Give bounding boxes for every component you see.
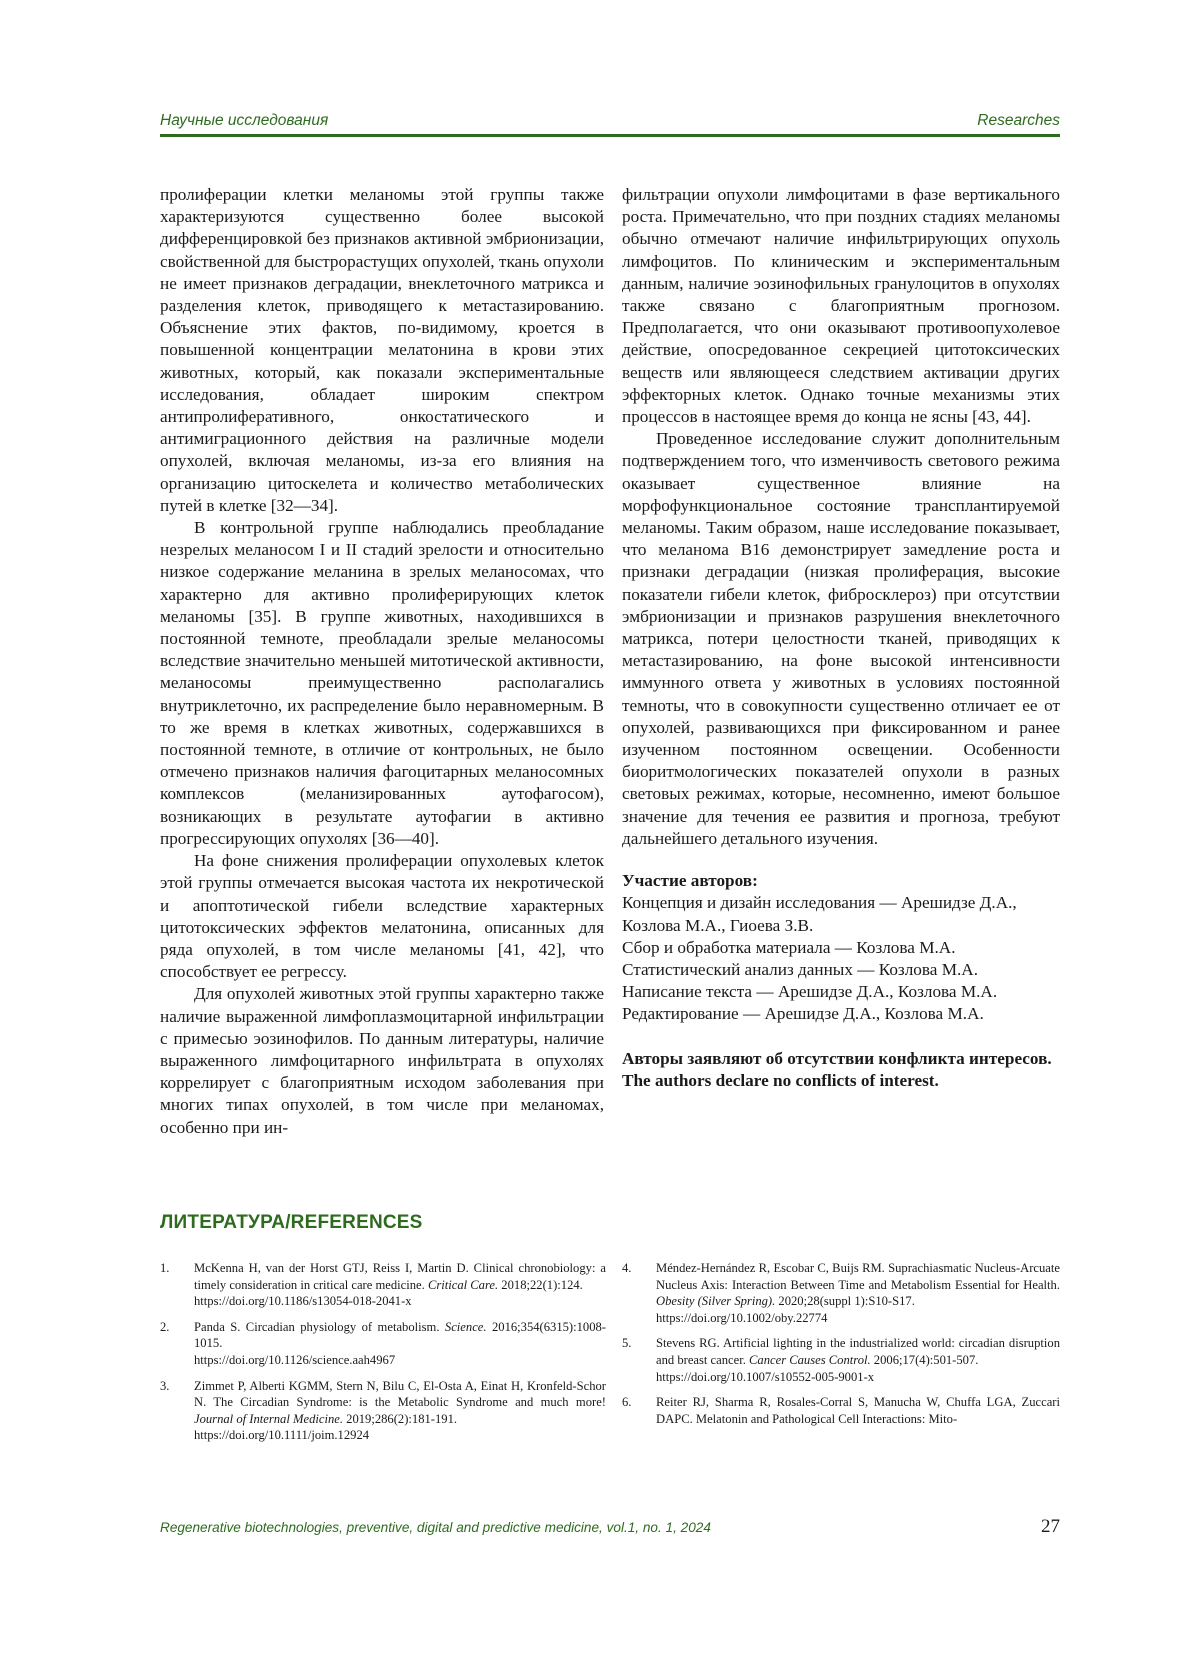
reference-number: 5.: [622, 1336, 632, 1351]
page-footer: [160, 1516, 1060, 1544]
body-paragraph: пролиферации клетки меланомы этой группы также характеризуются существенно более высокой дифференцировкой без признаков активной эмбрионизации, свойственной для быстрорастущих опухолей, ткань опухоли не имеет признаков деградации, внеклеточного матрикса и разделения клеток, приводящего к метастазированию. Объяснение этих фактов, по-видимому, кроется в повышенной концентрации мелатонина в крови этих животных, который, как показали экспериментальные исследования, обладает широким спектром антипролиферативного, онкостатического и антимиграционного действия на различные модели опухолей, включая меланомы, из-за его влияния на организацию цитоскелета и количество метаболических путей в клетке [32—34].: [160, 185, 604, 515]
conflict-en: The authors declare no conflicts of interest.: [622, 1070, 939, 1090]
references-heading: ЛИТЕРАТУРА/REFERENCES: [160, 1212, 423, 1233]
author-contribution-line: Концепция и дизайн исследования — Арешидзе Д.А., Козлова М.А., Гиоева З.В.: [622, 893, 1017, 935]
body-paragraph: Проведенное исследование служит дополнительным подтверждением того, что изменчивость светового режима оказывает существенное влияние на морфофункциональное состояние трансплантируемой меланомы. Таким образом, наше исследование показывает, что меланома B16 демонстрирует замедление роста и признаки деградации (низкая пролиферация, высокие показатели гибели клеток, фибросклероз) при отсутствии эмбрионизации и признаков разрушения внеклеточного матрикса, потери целостности тканей, приводящих к метастазированию, на фоне высокой интенсивности иммунного ответа у животных в условиях постоянной темноты, что в совокупности существенно отличает ее от опухолей, развивающихся при фиксированном и ранее изученном постоянном освещении. Особенности биоритмологических показателей опухоли в разных световых режимах, которые, несомненно, имеют большое значение для течения ее развития и прогноза, требуют дальнейшего детального изучения.: [622, 429, 1060, 848]
body-paragraph: На фоне снижения пролиферации опухолевых клеток этой группы отмечается высокая частота их некротической и апоптотической гибели вследствие характерных цитотоксических эффектов мелатонина, описанных для ряда опухолей, в том числе меланомы [41, 42], что способствует ее регрессу.: [160, 851, 604, 982]
reference-number: 2.: [160, 1319, 170, 1334]
reference-item: [622, 1260, 1060, 1326]
reference-text: Reiter RJ, Sharma R, Rosales-Corral S, Manucha W, Chuffa LGA, Zuccari DAPC. Melatonin and Pathological Cell Interactions: Mito-: [656, 1395, 1060, 1426]
left-text-column: [160, 184, 604, 1139]
body-paragraph: Для опухолей животных этой группы характерно также наличие выраженной лимфоплазмоцитарной инфильтрации с примесью эозинофилов. По данным литературы, наличие выраженного лимфоцитарного инфильтрата в опухолях коррелирует с благоприятным исходом заболевания при многих типах опухолей, в том числе при меланомах, особенно при ин-: [160, 984, 604, 1137]
right-text-column: [622, 184, 1060, 1092]
reference-doi-link[interactable]: https://doi.org/10.1007/s10552-005-9001-x: [656, 1369, 875, 1384]
reference-citation: 2019;286(2):181-191.: [343, 1411, 458, 1426]
reference-journal: Critical Care.: [427, 1277, 499, 1292]
reference-journal: Journal of Internal Medicine.: [194, 1411, 343, 1426]
reference-text: Panda S. Circadian physiology of metabolism.: [194, 1319, 445, 1334]
reference-citation: 2006;17(4):501-507.: [870, 1352, 979, 1367]
reference-journal: Cancer Causes Control.: [749, 1352, 871, 1367]
body-paragraph: В контрольной группе наблюдались преобладание незрелых меланосом I и II стадий зрелости и относительно низкое содержание меланина в зрелых меланосомах, что характерно для активно пролиферирующих клеток меланомы [35]. В группе животных, находившихся в постоянной темноте, преобладали зрелые меланосомы вследствие значительно меньшей митотической активности, меланосомы преимущественно располагались внутриклеточно, их распределение было неравномерным. В то же время в клетках животных, содержавшихся в постоянной темноте, в отличие от контрольных, не было отмечено признаков наличия фагоцитарных меланосомных комплексов (меланизированных аутофагосом), возникающих в результате аутофагии в активно прогрессирующих опухолях [36—40].: [160, 518, 604, 848]
reference-number: 4.: [622, 1261, 632, 1275]
footer-journal-citation: Regenerative biotechnologies, preventive, digital and predictive medicine, vol.1, no. 1, 2024: [160, 1520, 711, 1535]
reference-text: Zimmet P, Alberti KGMM, Stern N, Bilu C, El-Osta A, Einat H, Kronfeld-Schor N. The Circadian Syndrome: is the Metabolic Syndrome and much more!: [194, 1378, 606, 1410]
header-section-title-en: Researches: [977, 112, 1060, 129]
body-paragraph: фильтрации опухоли лимфоцитами в фазе вертикального роста. Примечательно, что при поздних стадиях меланомы обычно отмечают наличие инфильтрирующих опухоль лимфоцитов. По клиническим и экспериментальным данным, наличие эозинофильных гранулоцитов в опухолях также связано с благоприятным прогнозом. Предполагается, что они оказывают противоопухолевое действие, опосредованное секрецией цитотоксических веществ или являющееся следствием активации других эффекторных клеток. Однако точные механизмы этих процессов в настоящее время до конца не ясны [43, 44].: [622, 185, 1060, 427]
reference-doi-link[interactable]: https://doi.org/10.1126/science.aah4967: [194, 1352, 396, 1367]
page-number: 27: [1041, 1516, 1060, 1537]
reference-item: [622, 1335, 1060, 1385]
reference-text: McKenna H, van der Horst GTJ, Reiss I, Martin D. Clinical chronobiology: a timely consideration in critical care medicine.: [194, 1261, 606, 1292]
reference-text: Méndez-Hernández R, Escobar C, Buijs RM. Suprachiasmatic Nucleus-Arcuate Nucleus Axis: Interaction Between Time and Metabolism Essential for Health.: [656, 1261, 1060, 1292]
reference-item: [622, 1394, 1060, 1427]
reference-citation: 2018;22(1):124.: [498, 1277, 583, 1292]
reference-doi-link[interactable]: https://doi.org/10.1111/joim.12924: [194, 1428, 370, 1443]
reference-item: [160, 1319, 606, 1369]
author-contribution-line: Сбор и обработка материала — Козлова М.А.: [622, 937, 956, 957]
author-contribution-line: Написание текста — Арешидзе Д.А., Козлова М.А.: [622, 982, 998, 1002]
author-contribution-line: Редактирование — Арешидзе Д.А., Козлова М.А.: [622, 1004, 984, 1024]
reference-number: 3.: [160, 1378, 170, 1393]
reference-citation: 2016;354(6315):1008-1015.: [194, 1319, 607, 1351]
reference-number: 1.: [160, 1261, 170, 1275]
header-rule: [160, 134, 1060, 137]
references-left-column: [160, 1260, 606, 1453]
header-section-title: Научные исследования: [160, 112, 329, 129]
running-header: [160, 108, 1060, 134]
reference-text: Stevens RG. Artificial lighting in the industrialized world: circadian disruption and breast cancer.: [656, 1336, 1060, 1367]
references-right-column: [622, 1260, 1060, 1436]
reference-doi-link[interactable]: https://doi.org/10.1186/s13054-018-2041-x: [194, 1294, 412, 1309]
reference-item: [160, 1260, 606, 1310]
conflict-ru: Авторы заявляют об отсутствии конфликта интересов.: [622, 1048, 1052, 1068]
author-contribution-line: Статистический анализ данных — Козлова М.А.: [622, 959, 978, 979]
reference-number: 6.: [622, 1395, 632, 1410]
reference-journal: Obesity (Silver Spring).: [656, 1294, 776, 1309]
reference-item: [160, 1378, 606, 1444]
reference-citation: 2020;28(suppl 1):S10-S17.: [775, 1294, 915, 1309]
reference-doi-link[interactable]: https://doi.org/10.1002/oby.22774: [656, 1310, 828, 1325]
author-contributions-title: Участие авторов:: [622, 871, 758, 891]
reference-journal: Science.: [444, 1319, 487, 1334]
conflict-of-interest-statement: [622, 1048, 1060, 1092]
